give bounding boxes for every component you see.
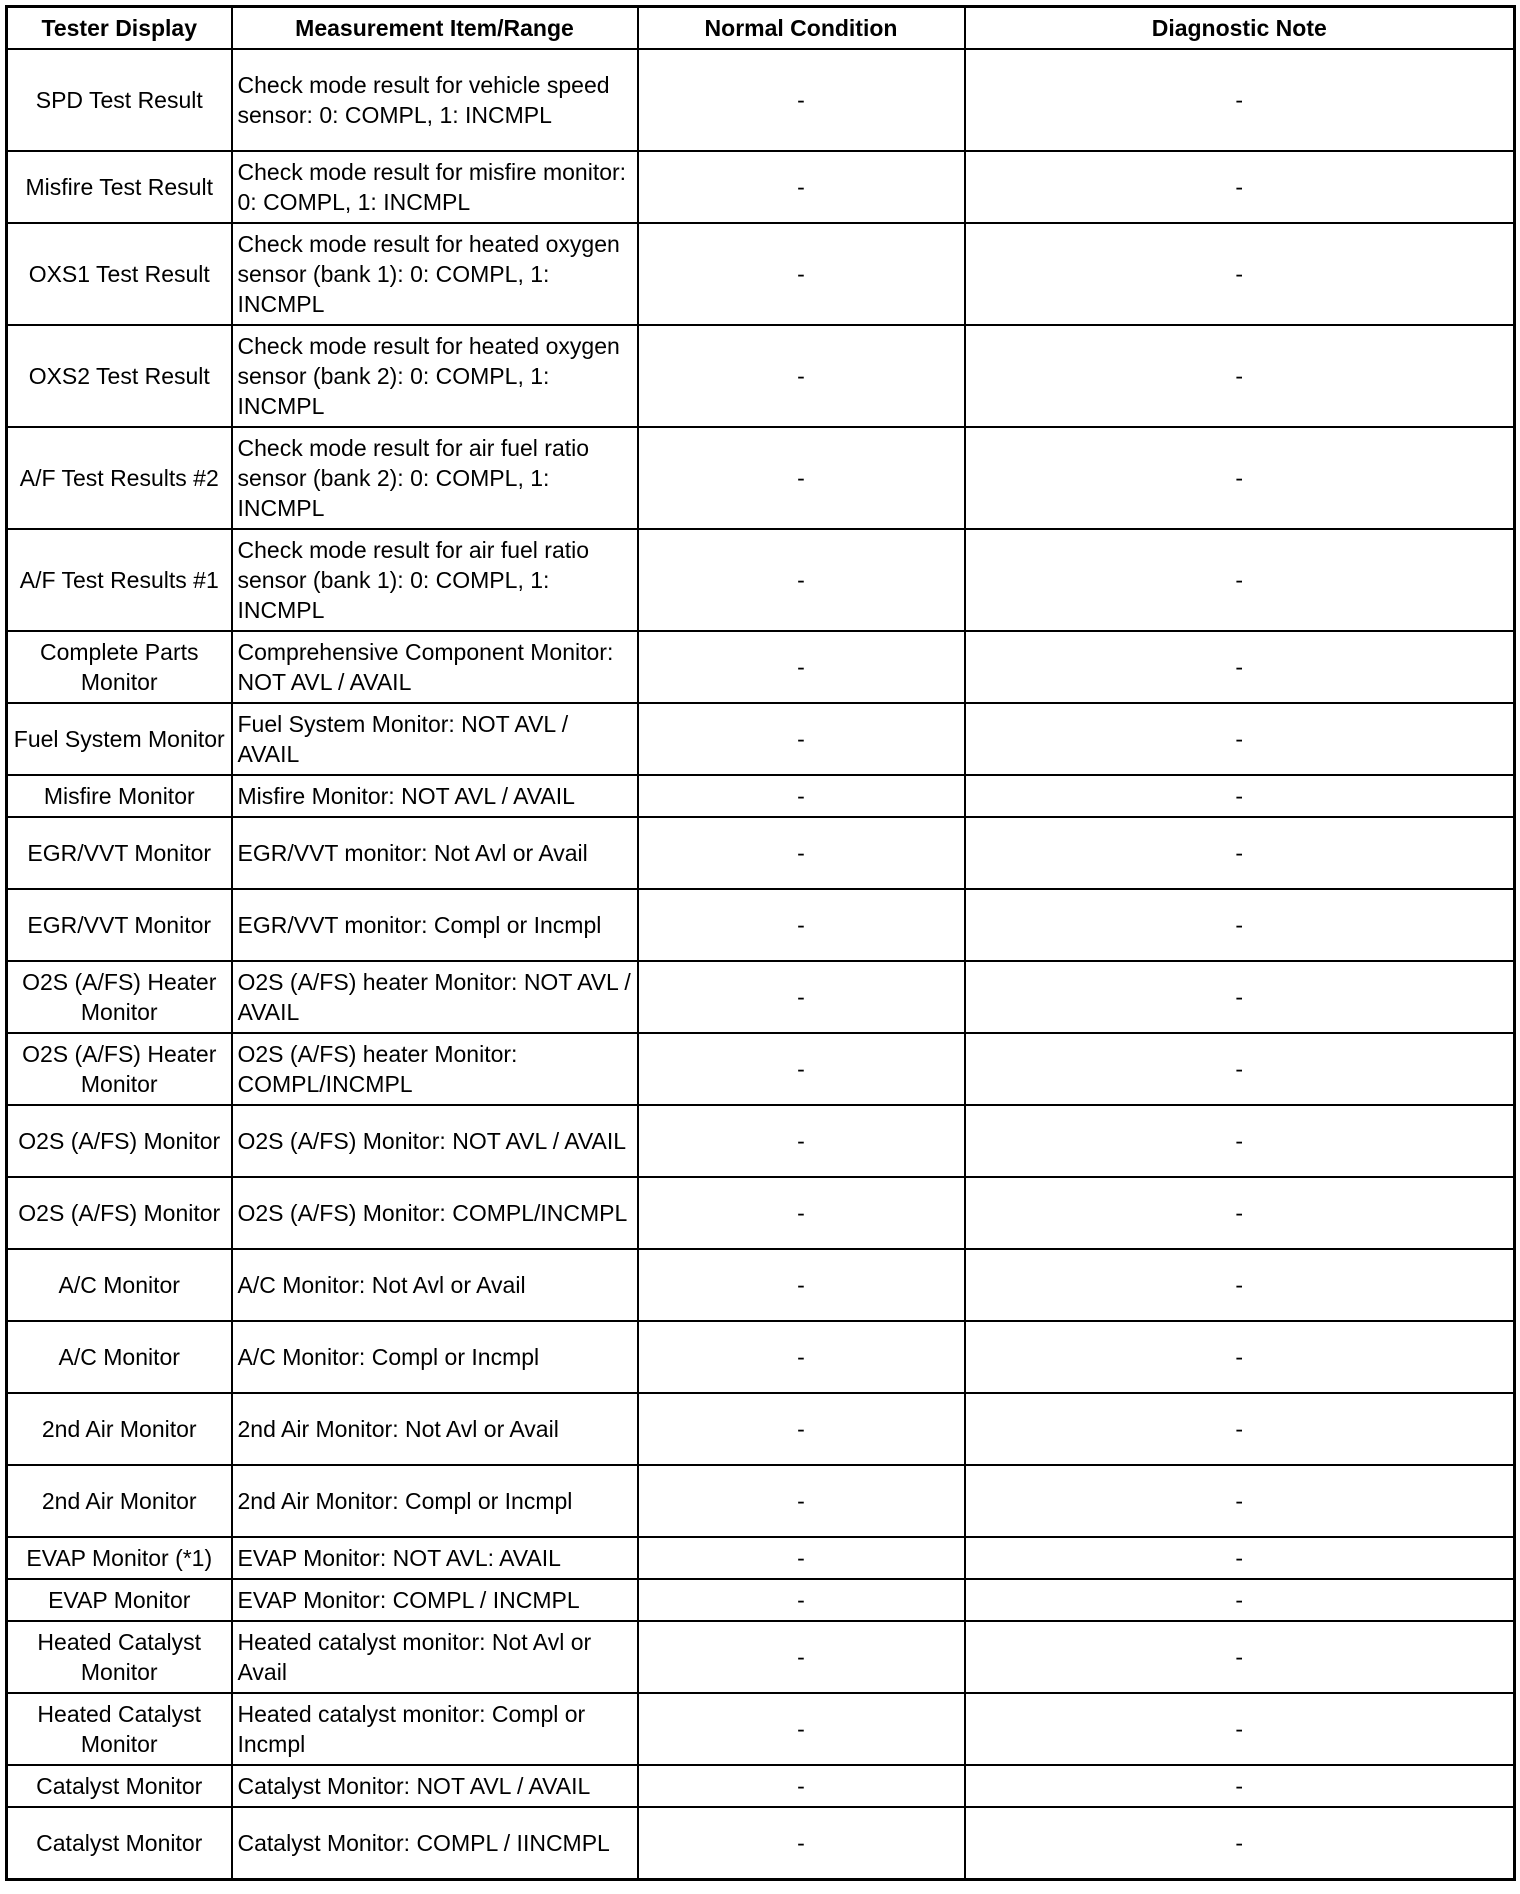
- measurement-cell: O2S (A/FS) heater Monitor: NOT AVL / AVAIL: [232, 961, 638, 1033]
- diagnostic-note-cell: -: [965, 1321, 1515, 1393]
- table-row: [7, 1177, 1515, 1249]
- tester-display-cell: Heated Catalyst Monitor: [7, 1621, 232, 1693]
- normal-condition-cell: -: [638, 1693, 965, 1765]
- tester-display-cell: SPD Test Result: [7, 49, 232, 151]
- diagnostic-note-cell: -: [965, 631, 1515, 703]
- normal-condition-cell: -: [638, 1765, 965, 1807]
- measurement-cell: A/C Monitor: Compl or Incmpl: [232, 1321, 638, 1393]
- table-row: [7, 1105, 1515, 1177]
- normal-condition-cell: -: [638, 1393, 965, 1465]
- tester-display-cell: Complete Parts Monitor: [7, 631, 232, 703]
- measurement-cell: Check mode result for air fuel ratio sensor (bank 2): 0: COMPL, 1: INCMPL: [232, 427, 638, 529]
- diagnostic-note-cell: -: [965, 1765, 1515, 1807]
- normal-condition-cell: -: [638, 1249, 965, 1321]
- measurement-cell: Misfire Monitor: NOT AVL / AVAIL: [232, 775, 638, 817]
- table-row: [7, 1393, 1515, 1465]
- table-row: [7, 817, 1515, 889]
- diagnostic-data-table: [5, 5, 1516, 1881]
- tester-display-cell: EVAP Monitor (*1): [7, 1537, 232, 1579]
- diagnostic-note-cell: -: [965, 1033, 1515, 1105]
- diagnostic-note-cell: -: [965, 703, 1515, 775]
- normal-condition-cell: -: [638, 529, 965, 631]
- table-row: [7, 631, 1515, 703]
- table-header-row: [7, 7, 1515, 50]
- diagnostic-note-cell: -: [965, 961, 1515, 1033]
- tester-display-cell: Fuel System Monitor: [7, 703, 232, 775]
- tester-display-cell: O2S (A/FS) Heater Monitor: [7, 1033, 232, 1105]
- tester-display-cell: EVAP Monitor: [7, 1579, 232, 1621]
- measurement-cell: Heated catalyst monitor: Not Avl or Avail: [232, 1621, 638, 1693]
- normal-condition-cell: -: [638, 1321, 965, 1393]
- tester-display-cell: Misfire Test Result: [7, 151, 232, 223]
- diagnostic-note-cell: -: [965, 223, 1515, 325]
- table-row: [7, 1693, 1515, 1765]
- table-row: [7, 325, 1515, 427]
- measurement-cell: Fuel System Monitor: NOT AVL / AVAIL: [232, 703, 638, 775]
- table-row: [7, 889, 1515, 961]
- normal-condition-cell: -: [638, 427, 965, 529]
- diagnostic-note-cell: -: [965, 325, 1515, 427]
- table-row: [7, 151, 1515, 223]
- tester-display-cell: O2S (A/FS) Monitor: [7, 1105, 232, 1177]
- table-row: [7, 1249, 1515, 1321]
- measurement-cell: EVAP Monitor: NOT AVL: AVAIL: [232, 1537, 638, 1579]
- tester-display-cell: A/C Monitor: [7, 1249, 232, 1321]
- tester-display-cell: A/F Test Results #1: [7, 529, 232, 631]
- diagnostic-note-cell: -: [965, 427, 1515, 529]
- diagnostic-note-cell: -: [965, 817, 1515, 889]
- table-row: [7, 529, 1515, 631]
- normal-condition-cell: -: [638, 817, 965, 889]
- table-body: [7, 49, 1515, 1880]
- measurement-cell: EVAP Monitor: COMPL / INCMPL: [232, 1579, 638, 1621]
- normal-condition-cell: -: [638, 1579, 965, 1621]
- normal-condition-cell: -: [638, 1807, 965, 1880]
- normal-condition-cell: -: [638, 1465, 965, 1537]
- tester-display-cell: OXS2 Test Result: [7, 325, 232, 427]
- tester-display-cell: EGR/VVT Monitor: [7, 889, 232, 961]
- diagnostic-note-cell: -: [965, 1465, 1515, 1537]
- diagnostic-note-cell: -: [965, 529, 1515, 631]
- normal-condition-cell: -: [638, 151, 965, 223]
- table-row: [7, 1321, 1515, 1393]
- column-header-tester-display: Tester Display: [7, 7, 232, 50]
- diagnostic-note-cell: -: [965, 1249, 1515, 1321]
- diagnostic-note-cell: -: [965, 151, 1515, 223]
- table-row: [7, 1765, 1515, 1807]
- measurement-cell: Comprehensive Component Monitor: NOT AVL / AVAIL: [232, 631, 638, 703]
- normal-condition-cell: -: [638, 889, 965, 961]
- diagnostic-note-cell: -: [965, 775, 1515, 817]
- column-header-normal-condition: Normal Condition: [638, 7, 965, 50]
- measurement-cell: Catalyst Monitor: COMPL / IINCMPL: [232, 1807, 638, 1880]
- diagnostic-note-cell: -: [965, 1807, 1515, 1880]
- tester-display-cell: Heated Catalyst Monitor: [7, 1693, 232, 1765]
- measurement-cell: Check mode result for vehicle speed sensor: 0: COMPL, 1: INCMPL: [232, 49, 638, 151]
- tester-display-cell: EGR/VVT Monitor: [7, 817, 232, 889]
- diagnostic-note-cell: -: [965, 1579, 1515, 1621]
- normal-condition-cell: -: [638, 703, 965, 775]
- normal-condition-cell: -: [638, 49, 965, 151]
- diagnostic-note-cell: -: [965, 1105, 1515, 1177]
- diagnostic-note-cell: -: [965, 1537, 1515, 1579]
- tester-display-cell: OXS1 Test Result: [7, 223, 232, 325]
- tester-display-cell: 2nd Air Monitor: [7, 1393, 232, 1465]
- measurement-cell: 2nd Air Monitor: Compl or Incmpl: [232, 1465, 638, 1537]
- tester-display-cell: 2nd Air Monitor: [7, 1465, 232, 1537]
- diagnostic-note-cell: -: [965, 1693, 1515, 1765]
- tester-display-cell: A/F Test Results #2: [7, 427, 232, 529]
- normal-condition-cell: -: [638, 223, 965, 325]
- normal-condition-cell: -: [638, 1177, 965, 1249]
- measurement-cell: Heated catalyst monitor: Compl or Incmpl: [232, 1693, 638, 1765]
- tester-display-cell: A/C Monitor: [7, 1321, 232, 1393]
- table-row: [7, 1579, 1515, 1621]
- normal-condition-cell: -: [638, 961, 965, 1033]
- normal-condition-cell: -: [638, 1537, 965, 1579]
- table-row: [7, 49, 1515, 151]
- table-row: [7, 427, 1515, 529]
- diagnostic-note-cell: -: [965, 1621, 1515, 1693]
- measurement-cell: Check mode result for heated oxygen sensor (bank 2): 0: COMPL, 1: INCMPL: [232, 325, 638, 427]
- tester-display-cell: Catalyst Monitor: [7, 1807, 232, 1880]
- measurement-cell: Check mode result for misfire monitor: 0: COMPL, 1: INCMPL: [232, 151, 638, 223]
- measurement-cell: O2S (A/FS) Monitor: COMPL/INCMPL: [232, 1177, 638, 1249]
- table-row: [7, 703, 1515, 775]
- column-header-measurement: Measurement Item/Range: [232, 7, 638, 50]
- table-row: [7, 223, 1515, 325]
- measurement-cell: 2nd Air Monitor: Not Avl or Avail: [232, 1393, 638, 1465]
- table-row: [7, 1537, 1515, 1579]
- diagnostic-note-cell: -: [965, 1393, 1515, 1465]
- measurement-cell: EGR/VVT monitor: Not Avl or Avail: [232, 817, 638, 889]
- table-row: [7, 1621, 1515, 1693]
- tester-display-cell: Misfire Monitor: [7, 775, 232, 817]
- table-row: [7, 1033, 1515, 1105]
- diagnostic-note-cell: -: [965, 1177, 1515, 1249]
- measurement-cell: Catalyst Monitor: NOT AVL / AVAIL: [232, 1765, 638, 1807]
- normal-condition-cell: -: [638, 775, 965, 817]
- tester-display-cell: Catalyst Monitor: [7, 1765, 232, 1807]
- column-header-diagnostic-note: Diagnostic Note: [965, 7, 1515, 50]
- tester-display-cell: O2S (A/FS) Heater Monitor: [7, 961, 232, 1033]
- normal-condition-cell: -: [638, 1033, 965, 1105]
- measurement-cell: Check mode result for air fuel ratio sensor (bank 1): 0: COMPL, 1: INCMPL: [232, 529, 638, 631]
- normal-condition-cell: -: [638, 1621, 965, 1693]
- normal-condition-cell: -: [638, 325, 965, 427]
- measurement-cell: EGR/VVT monitor: Compl or Incmpl: [232, 889, 638, 961]
- measurement-cell: O2S (A/FS) Monitor: NOT AVL / AVAIL: [232, 1105, 638, 1177]
- measurement-cell: Check mode result for heated oxygen sensor (bank 1): 0: COMPL, 1: INCMPL: [232, 223, 638, 325]
- measurement-cell: A/C Monitor: Not Avl or Avail: [232, 1249, 638, 1321]
- diagnostic-note-cell: -: [965, 889, 1515, 961]
- table-row: [7, 775, 1515, 817]
- diagnostic-note-cell: -: [965, 49, 1515, 151]
- table-row: [7, 1465, 1515, 1537]
- normal-condition-cell: -: [638, 631, 965, 703]
- measurement-cell: O2S (A/FS) heater Monitor: COMPL/INCMPL: [232, 1033, 638, 1105]
- table-row: [7, 961, 1515, 1033]
- normal-condition-cell: -: [638, 1105, 965, 1177]
- table-row: [7, 1807, 1515, 1880]
- tester-display-cell: O2S (A/FS) Monitor: [7, 1177, 232, 1249]
